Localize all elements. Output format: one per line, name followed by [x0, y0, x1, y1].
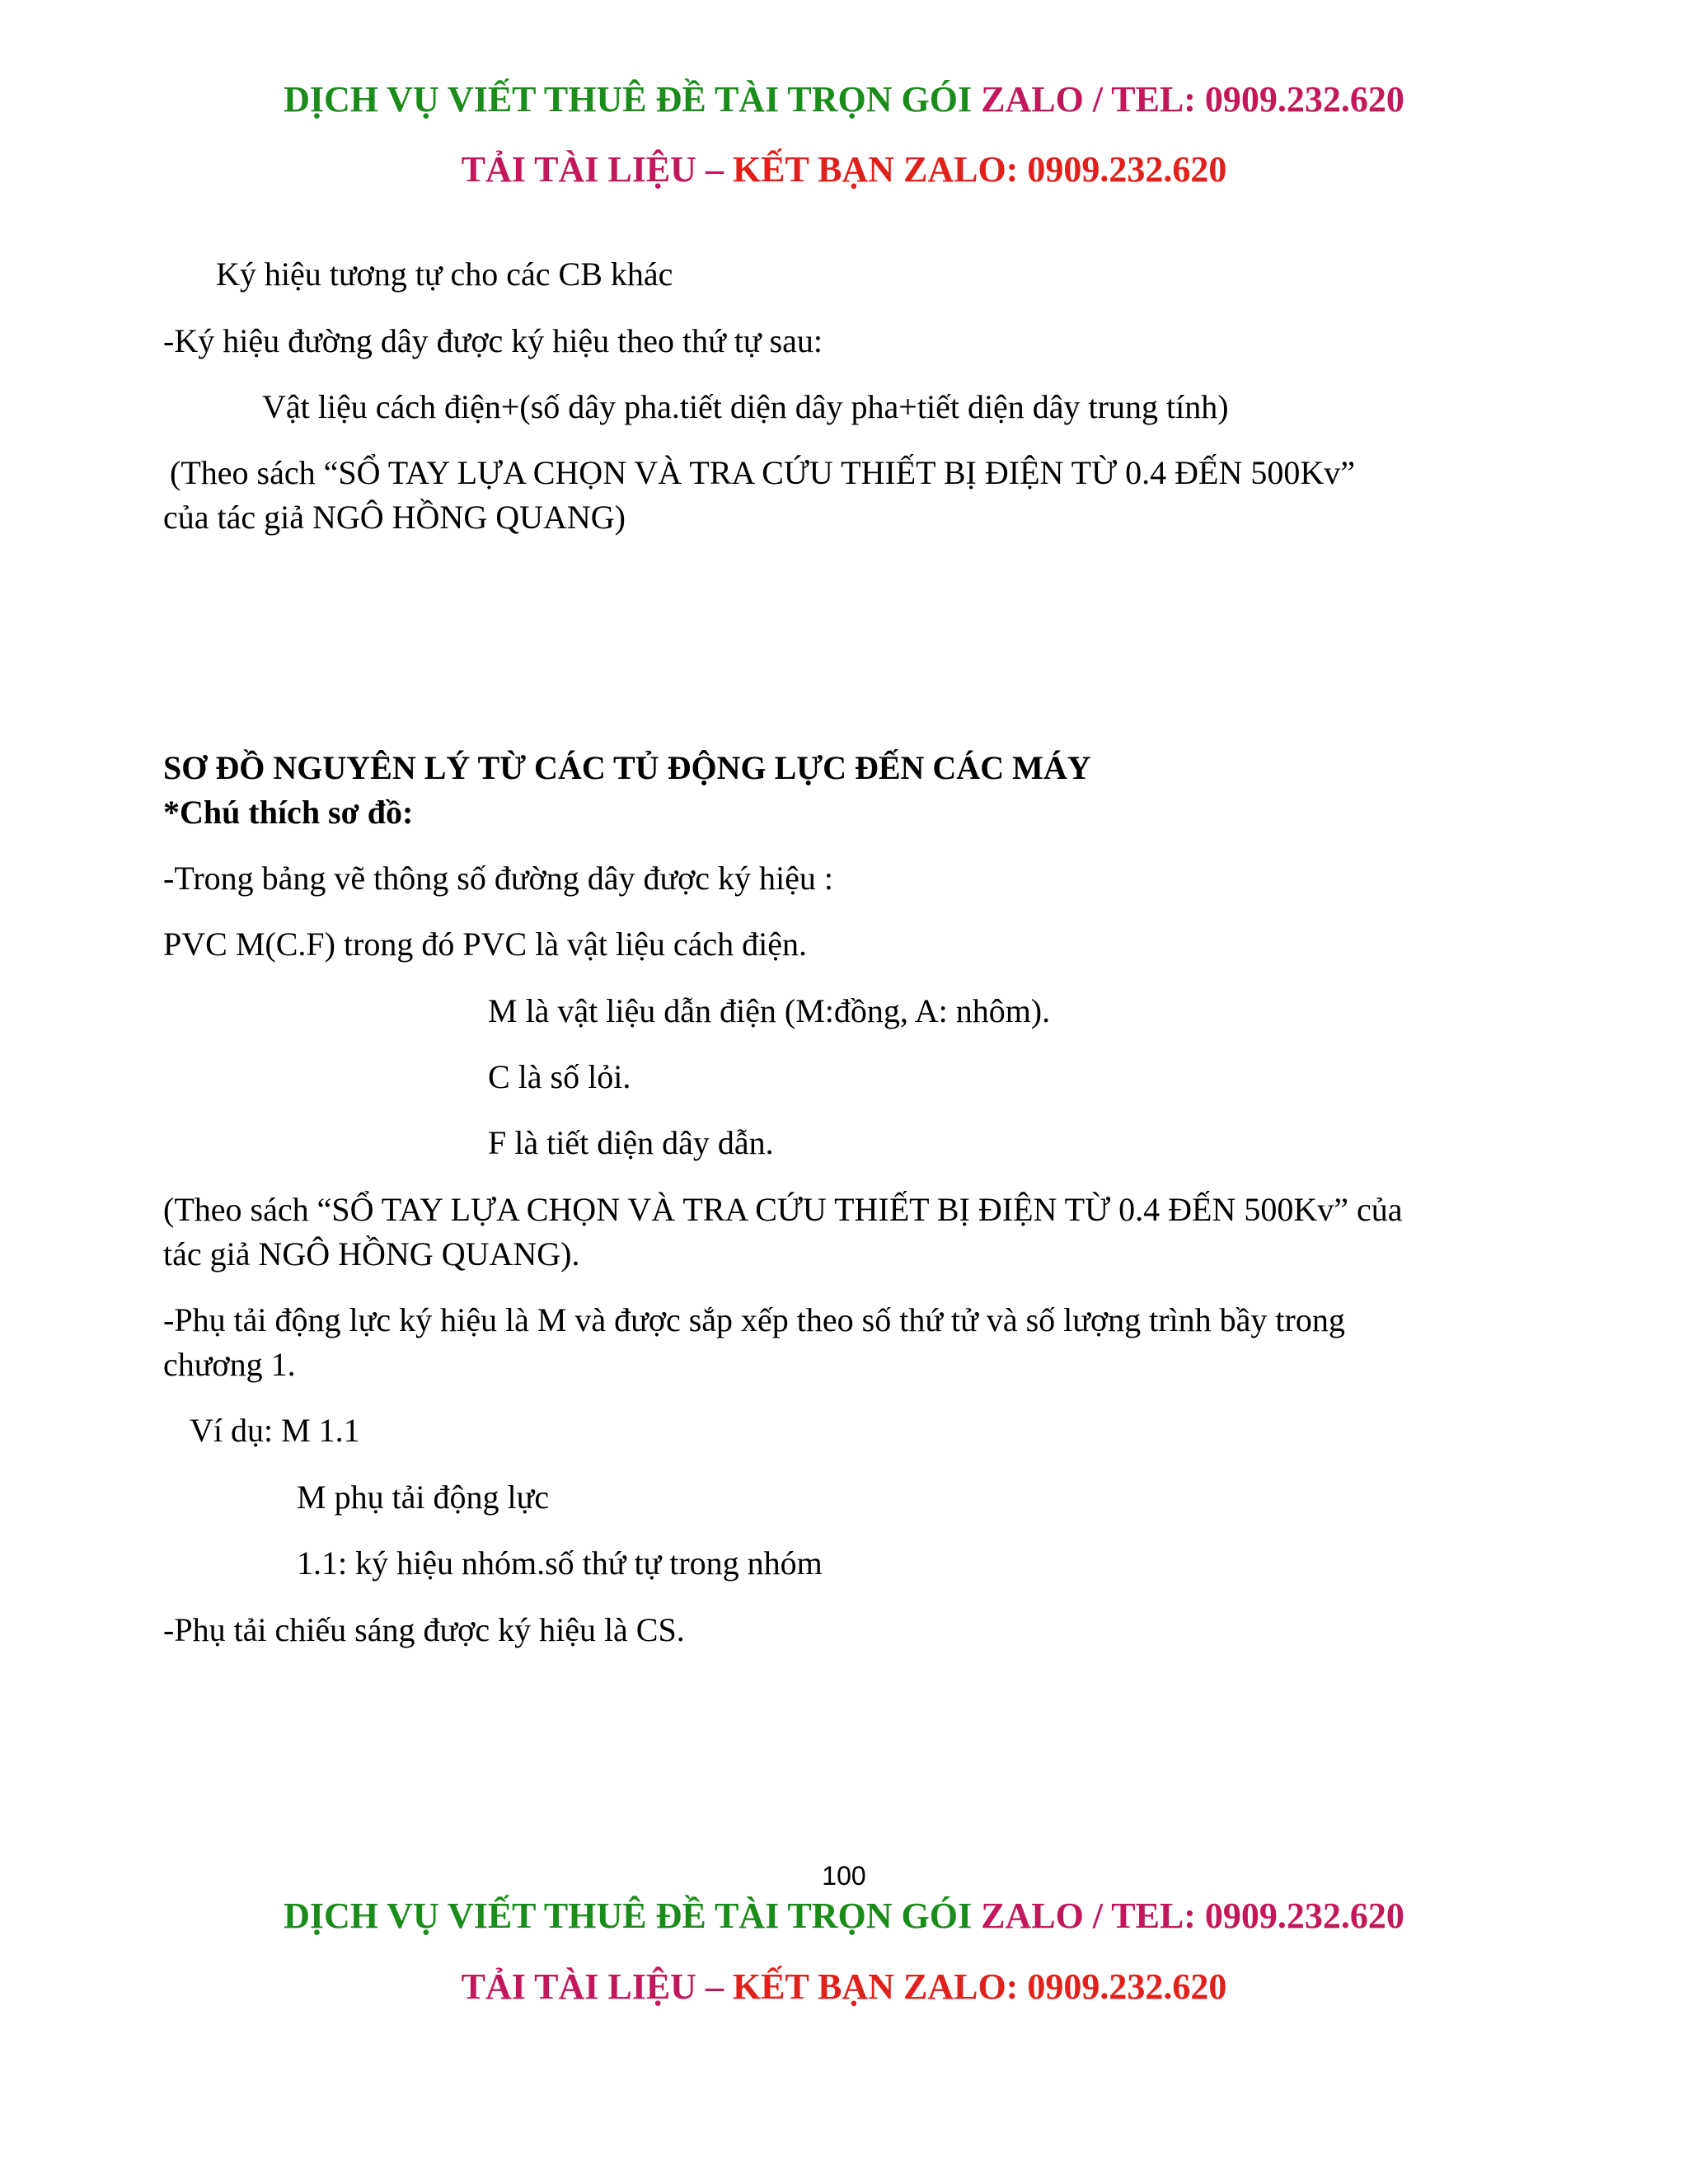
section-heading: SƠ ĐỒ NGUYÊN LÝ TỪ CÁC TỦ ĐỘNG LỰC ĐẾN CÁC MÁY	[163, 749, 1091, 786]
paragraph-example-m: M phụ tải động lực	[297, 1479, 550, 1516]
paragraph-pvc: PVC M(C.F) trong đó PVC là vật liệu cách điện.	[163, 926, 808, 963]
paragraph-load-notation-b: chương 1.	[163, 1346, 296, 1383]
footer-download-text: TẢI TÀI LIỆU –	[461, 1966, 733, 2007]
paragraph-example: Ví dụ: M 1.1	[190, 1412, 360, 1449]
header-banner-line2	[0, 147, 1688, 193]
footer-service-text: DỊCH VỤ VIẾT THUÊ ĐỀ TÀI TRỌN GÓI	[284, 1896, 982, 1936]
header-download-text: TẢI TÀI LIỆU –	[461, 149, 733, 190]
header-banner-line1	[0, 77, 1688, 123]
paragraph-table-notation: -Trong bảng vẽ thông số đường dây được ký hiệu :	[163, 860, 834, 897]
footer-zalo-text: KẾT BẠN ZALO: 0909.232.620	[732, 1966, 1227, 2007]
paragraph-load-notation-a: -Phụ tải động lực ký hiệu là M và được sắp xếp theo số thứ tử và số lượng trình bầy trong	[163, 1301, 1345, 1338]
header-contact-text: ZALO / TEL: 0909.232.620	[981, 79, 1404, 120]
footer-banner-line1	[0, 1893, 1688, 1939]
page-number: 100	[822, 1861, 866, 1891]
paragraph-wire-formula: Vật liệu cách điện+(số dây pha.tiết diện dây pha+tiết diện dây trung tính)	[262, 388, 1229, 425]
paragraph-m-def: M là vật liệu dẫn điện (M:đồng, A: nhôm).	[488, 992, 1051, 1029]
paragraph-reference-1a: (Theo sách “SỔ TAY LỰA CHỌN VÀ TRA CỨU THIẾT BỊ ĐIỆN TỪ 0.4 ĐẾN 500Kv”	[170, 454, 1355, 491]
paragraph-reference-2a: (Theo sách “SỔ TAY LỰA CHỌN VÀ TRA CỨU THIẾT BỊ ĐIỆN TỪ 0.4 ĐẾN 500Kv” của	[163, 1191, 1403, 1228]
footer-banner-line2	[0, 1964, 1688, 2010]
paragraph-wire-notation: -Ký hiệu đường dây được ký hiệu theo thứ tự sau:	[163, 322, 823, 359]
paragraph-reference-1b: của tác giả NGÔ HỒNG QUANG)	[163, 499, 626, 536]
paragraph-c-def: C là số lỏi.	[488, 1058, 631, 1095]
footer-contact-text: ZALO / TEL: 0909.232.620	[981, 1896, 1404, 1936]
header-service-text: DỊCH VỤ VIẾT THUÊ ĐỀ TÀI TRỌN GÓI	[284, 79, 982, 120]
paragraph-reference-2b: tác giả NGÔ HỒNG QUANG).	[163, 1235, 580, 1272]
paragraph-f-def: F là tiết diện dây dẫn.	[488, 1124, 774, 1161]
paragraph-cb-note: Ký hiệu tương tự cho các CB khác	[216, 255, 673, 293]
section-subheading: *Chú thích sơ đồ:	[163, 794, 414, 831]
paragraph-lighting: -Phụ tải chiếu sáng được ký hiệu là CS.	[163, 1611, 685, 1648]
header-zalo-text: KẾT BẠN ZALO: 0909.232.620	[732, 149, 1227, 190]
paragraph-example-group: 1.1: ký hiệu nhóm.số thứ tự trong nhóm	[297, 1544, 823, 1582]
